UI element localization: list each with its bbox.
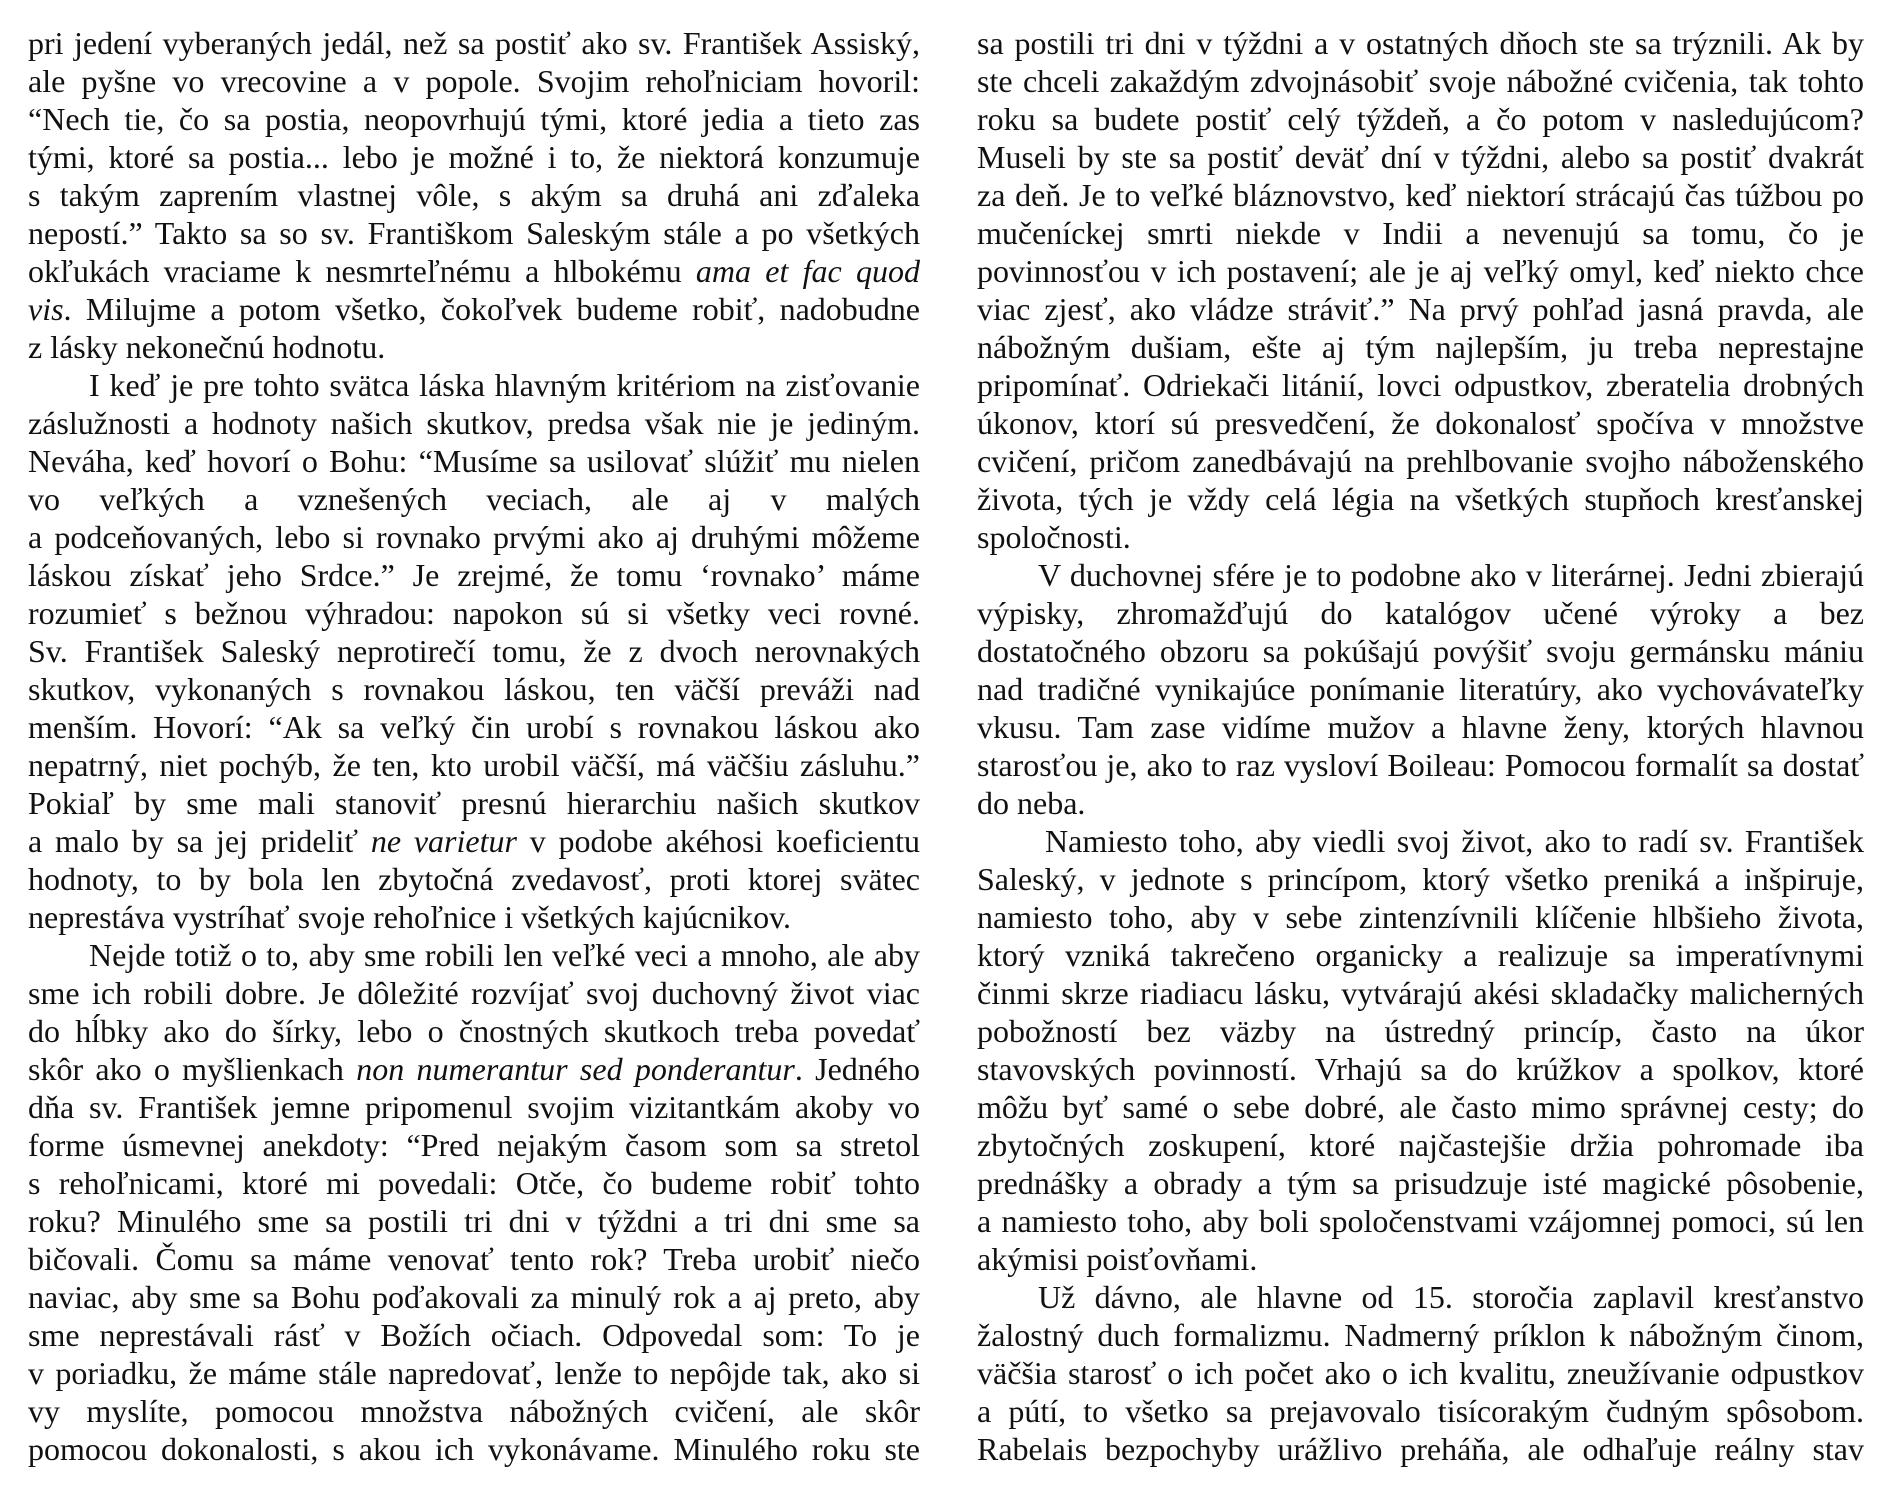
text-line-content xyxy=(1045,822,1864,860)
text-segment: povinnosťou v ich postavení; ale je aj veľký omyl, keď niekto chce xyxy=(977,253,1864,289)
text-line-content xyxy=(28,290,920,328)
text-line-content xyxy=(1038,1278,1864,1316)
text-line xyxy=(28,594,920,632)
text-segment: láskou získať jeho Srdce.” Je zrejmé, že tomu ‘rovnako’ máme xyxy=(28,557,920,593)
text-segment: Pokiaľ by sme mali stanoviť presnú hierarchiu našich skutkov xyxy=(28,785,920,821)
text-line xyxy=(28,100,920,138)
text-line-content xyxy=(1038,556,1864,594)
text-line-content xyxy=(977,974,1864,1012)
text-segment: môžu byť samé o sebe dobré, ale často mimo správnej cesty; do xyxy=(977,1089,1864,1125)
text-segment: okľukách vraciame k nesmrteľnému a hlbokému xyxy=(28,253,696,289)
text-segment: akýmisi poisťovňami. xyxy=(977,1241,1258,1277)
text-line-content xyxy=(977,670,1864,708)
text-line xyxy=(977,860,1864,898)
text-line-content xyxy=(28,746,920,784)
text-line xyxy=(977,404,1864,442)
text-line-content xyxy=(977,176,1864,214)
text-line-content xyxy=(977,1430,1864,1468)
text-line-content xyxy=(977,1316,1864,1354)
text-segment: pri jedení vyberaných jedál, než sa postiť ako sv. František Assiský, xyxy=(28,25,920,61)
text-line xyxy=(977,784,1864,822)
text-segment: nepatrný, niet pochýb, že ten, kto urobil väčší, má väčšiu zásluhu.” xyxy=(28,747,920,783)
text-line xyxy=(28,62,920,100)
text-line-content xyxy=(977,632,1864,670)
text-segment: starosťou je, ako to raz vysloví Boileau: Pomocou formalít sa dostať xyxy=(977,747,1864,783)
text-line xyxy=(977,1240,1864,1278)
text-line xyxy=(977,632,1864,670)
text-line xyxy=(977,1316,1864,1354)
text-segment: tými, ktoré sa postia... lebo je možné i to, že niektorá konzumuje xyxy=(28,139,920,175)
text-line xyxy=(28,708,920,746)
text-line xyxy=(28,1278,920,1316)
text-segment: úkonov, ktorí sú presvedčení, že dokonalosť spočíva v množstve xyxy=(977,405,1864,441)
text-line-content xyxy=(28,1050,920,1088)
text-line xyxy=(977,518,1864,556)
text-line-content xyxy=(977,708,1864,746)
text-line xyxy=(977,480,1864,518)
text-segment: vo veľkých a vznešených veciach, ale aj v malých xyxy=(28,481,920,517)
text-segment: I keď je pre tohto svätca láska hlavným kritériom na zisťovanie xyxy=(89,367,920,403)
text-segment: forme úsmevnej anekdoty: “Pred nejakým časom som sa stretol xyxy=(28,1127,920,1163)
text-segment: s rehoľnicami, ktoré mi povedali: Otče, čo budeme robiť tohto xyxy=(28,1165,920,1201)
text-line xyxy=(28,1164,920,1202)
text-line xyxy=(28,632,920,670)
text-line-content xyxy=(28,860,920,898)
text-segment: prednášky a obrady a tým sa prisudzuje isté magické pôsobenie, xyxy=(977,1165,1864,1201)
text-line-content xyxy=(28,176,920,214)
text-line-content xyxy=(977,252,1864,290)
italic-phrase: ama et fac quod xyxy=(695,253,921,289)
text-line-content xyxy=(977,328,1864,366)
text-segment: skôr ako o myšlienkach xyxy=(28,1051,357,1087)
text-segment: dostatočného obzoru sa pokúšajú povýšiť svoju germánsku mániu xyxy=(977,633,1864,669)
text-segment: . Milujme a potom všetko, čokoľvek budeme robiť, nadobudne xyxy=(63,291,920,327)
text-line-content xyxy=(977,1164,1864,1202)
text-segment: mučeníckej smrti niekde v Indii a nevenujú sa tomu, čo je xyxy=(977,215,1864,251)
text-line-content xyxy=(977,518,1864,556)
text-line xyxy=(28,404,920,442)
text-line xyxy=(28,290,920,328)
text-line xyxy=(977,1202,1864,1240)
text-line xyxy=(977,936,1864,974)
text-line xyxy=(977,594,1864,632)
text-line-content xyxy=(28,100,920,138)
text-segment: pomocou dokonalosti, s akou ich vykonávame. Minulého roku ste xyxy=(28,1431,920,1467)
text-line-content xyxy=(28,670,920,708)
text-line-content xyxy=(28,594,920,632)
text-line xyxy=(28,480,920,518)
text-segment: a namiesto toho, aby boli spoločenstvami vzájomnej pomoci, sú len xyxy=(977,1203,1864,1239)
text-segment: Neváha, keď hovorí o Bohu: “Musíme sa usilovať slúžiť mu nielen xyxy=(28,443,920,479)
text-line xyxy=(977,898,1864,936)
text-segment: a podceňovaných, lebo si rovnako prvými ako aj druhými môžeme xyxy=(28,519,920,555)
text-line-content xyxy=(28,1164,920,1202)
text-line xyxy=(28,138,920,176)
text-line-content xyxy=(28,1240,920,1278)
text-line-content xyxy=(28,62,920,100)
text-line xyxy=(28,24,920,62)
text-segment: V duchovnej sfére je to podobne ako v literárnej. Jedni zbierajú xyxy=(1038,557,1864,593)
text-line-content xyxy=(977,898,1864,936)
text-segment: . Jedného xyxy=(794,1051,921,1087)
text-line-content xyxy=(977,214,1864,252)
text-segment: “Nech tie, čo sa postia, neopovrhujú tými, ktoré jedia a tieto zas xyxy=(28,101,920,137)
text-segment: hodnoty, to by bola len zbytočná zvedavosť, proti ktorej svätec xyxy=(28,861,920,897)
text-line xyxy=(28,1050,920,1088)
text-line-content xyxy=(977,784,1864,822)
text-line xyxy=(28,556,920,594)
text-segment: roku? Minulého sme sa postili tri dni v týždni a tri dni sme sa xyxy=(28,1203,920,1239)
text-line xyxy=(28,1430,920,1468)
text-line-content xyxy=(977,62,1864,100)
text-segment: pripomínať. Odriekači litánií, lovci odpustkov, zberatelia drobných xyxy=(977,367,1864,403)
text-line-content xyxy=(28,1430,920,1468)
text-line xyxy=(977,1354,1864,1392)
text-line xyxy=(977,176,1864,214)
text-segment: života, tých je vždy celá légia na všetkých stupňoch kresťanskej xyxy=(977,481,1864,517)
text-line xyxy=(977,822,1864,860)
text-segment: spoločnosti. xyxy=(977,519,1131,555)
text-line-content xyxy=(89,366,920,404)
italic-phrase: non numerantur sed ponderantur xyxy=(356,1051,795,1087)
text-line-content xyxy=(977,366,1864,404)
text-segment: výpisky, zhromažďujú do katalógov učené výroky a bez xyxy=(977,595,1864,631)
text-line-content xyxy=(28,1316,920,1354)
text-line-content xyxy=(977,1012,1864,1050)
text-line-content xyxy=(28,404,920,442)
text-segment: nábožným dušiam, ešte aj tým najlepším, ju treba neprestajne xyxy=(977,329,1864,365)
text-line xyxy=(977,1088,1864,1126)
text-line-content xyxy=(28,328,920,366)
text-segment: neprestáva vystríhať svoje rehoľnice i všetkých kajúcnikov. xyxy=(28,899,792,935)
text-line xyxy=(977,214,1864,252)
text-line xyxy=(977,1164,1864,1202)
text-line xyxy=(977,1392,1864,1430)
text-line-content xyxy=(977,1202,1864,1240)
text-line xyxy=(977,100,1864,138)
text-line-content xyxy=(977,100,1864,138)
text-segment: skutkov, vykonaných s rovnakou láskou, ten väčší preváži nad xyxy=(28,671,920,707)
text-line-content xyxy=(28,556,920,594)
text-segment: v podobe akéhosi koeficientu xyxy=(516,823,921,859)
text-segment: bičovali. Čomu sa máme venovať tento rok? Treba urobiť niečo xyxy=(28,1241,920,1277)
text-segment: vkusu. Tam zase vidíme mužov a hlavne ženy, ktorých hlavnou xyxy=(977,709,1864,745)
text-line xyxy=(28,936,920,974)
text-segment: sme ich robili dobre. Je dôležité rozvíjať svoj duchovný život viac xyxy=(28,975,920,1011)
text-line xyxy=(977,138,1864,176)
text-segment: do hĺbky ako do šírky, lebo o čnostných skutkoch treba povedať xyxy=(28,1013,920,1049)
text-line xyxy=(28,1392,920,1430)
text-line-content xyxy=(28,822,920,860)
left-text-column xyxy=(28,24,920,1468)
text-segment: do neba. xyxy=(977,785,1086,821)
text-segment: žalostný duch formalizmu. Nadmerný príklon k nábožným činom, xyxy=(977,1317,1864,1353)
text-segment: namiesto toho, aby v sebe zintenzívnili klíčenie hlbšieho života, xyxy=(977,899,1864,935)
text-line-content xyxy=(28,138,920,176)
text-line-content xyxy=(977,936,1864,974)
text-line xyxy=(28,366,920,404)
text-line-content xyxy=(977,404,1864,442)
text-line xyxy=(28,1240,920,1278)
text-segment: Namiesto toho, aby viedli svoj život, ako to radí sv. František xyxy=(1045,823,1864,859)
text-line-content xyxy=(89,936,920,974)
text-segment: menším. Hovorí: “Ak sa veľký čin urobí s rovnakou láskou ako xyxy=(28,709,920,745)
text-line-content xyxy=(977,1392,1864,1430)
text-segment: ste chceli zakaždým zdvojnásobiť svoje nábožné cvičenia, tak tohto xyxy=(977,63,1864,99)
text-segment: sa postili tri dni v týždni a v ostatných dňoch ste sa trýznili. Ak by xyxy=(977,25,1864,61)
text-line-content xyxy=(28,1126,920,1164)
text-line-content xyxy=(977,746,1864,784)
text-line-content xyxy=(28,1202,920,1240)
text-segment: ktorý vzniká takrečeno organicky a realizuje sa imperatívnymi xyxy=(977,937,1864,973)
text-line xyxy=(977,1126,1864,1164)
italic-phrase: ne varietur xyxy=(370,823,517,859)
text-line xyxy=(977,328,1864,366)
text-line-content xyxy=(977,1126,1864,1164)
text-line xyxy=(28,670,920,708)
text-line xyxy=(977,1012,1864,1050)
text-line xyxy=(28,1088,920,1126)
text-line-content xyxy=(28,1278,920,1316)
text-segment: Už dávno, ale hlavne od 15. storočia zaplavil kresťanstvo xyxy=(1038,1279,1864,1315)
text-segment: Sv. František Saleský neprotirečí tomu, že z dvoch nerovnakých xyxy=(28,633,920,669)
text-line xyxy=(28,252,920,290)
text-line-content xyxy=(977,1354,1864,1392)
text-segment: sme neprestávali rásť v Božích očiach. Odpovedal som: To je xyxy=(28,1317,920,1353)
text-line-content xyxy=(977,290,1864,328)
text-line xyxy=(28,1202,920,1240)
text-line-content xyxy=(977,1050,1864,1088)
text-line xyxy=(977,1430,1864,1468)
text-line xyxy=(977,24,1864,62)
text-line-content xyxy=(28,1088,920,1126)
text-line-content xyxy=(977,594,1864,632)
text-line xyxy=(28,328,920,366)
text-segment: dňa sv. František jemne pripomenul svojim vizitantkám akoby vo xyxy=(28,1089,920,1125)
text-line xyxy=(28,1354,920,1392)
text-line-content xyxy=(977,442,1864,480)
text-segment: za deň. Je to veľké bláznovstvo, keď niektorí strácajú čas túžbou po xyxy=(977,177,1864,213)
text-line-content xyxy=(977,138,1864,176)
text-line-content xyxy=(977,1240,1864,1278)
text-line xyxy=(977,746,1864,784)
text-line-content xyxy=(28,214,920,252)
text-line xyxy=(28,442,920,480)
italic-phrase: vis xyxy=(28,291,64,327)
text-segment: Museli by ste sa postiť deväť dní v týždni, alebo sa postiť dvakrát xyxy=(977,139,1864,175)
text-line xyxy=(28,1316,920,1354)
text-segment: rozumieť s bežnou výhradou: napokon sú si všetky veci rovné. xyxy=(28,595,920,631)
text-line xyxy=(28,784,920,822)
text-segment: ale pyšne vo vrecovine a v popole. Svojim rehoľniciam hovoril: xyxy=(28,63,920,99)
text-segment: stavovských povinností. Vrhajú sa do krúžkov a spolkov, ktoré xyxy=(977,1051,1864,1087)
text-line-content xyxy=(28,518,920,556)
text-line xyxy=(28,746,920,784)
text-segment: pobožností bez väzby na ústredný princíp, často na úkor xyxy=(977,1013,1864,1049)
text-line-content xyxy=(977,480,1864,518)
text-segment: väčšia starosť o ich počet ako o ich kvalitu, zneužívanie odpustkov xyxy=(977,1355,1864,1391)
text-line xyxy=(28,214,920,252)
text-line-content xyxy=(28,974,920,1012)
text-line-content xyxy=(28,1392,920,1430)
text-segment: záslužnosti a hodnoty našich skutkov, predsa však nie je jediným. xyxy=(28,405,920,441)
text-line xyxy=(28,860,920,898)
text-line-content xyxy=(977,860,1864,898)
text-line-content xyxy=(28,24,920,62)
text-line-content xyxy=(28,632,920,670)
text-line xyxy=(977,62,1864,100)
text-line xyxy=(977,974,1864,1012)
text-segment: nepostí.” Takto sa so sv. Františkom Saleským stále a po všetkých xyxy=(28,215,920,251)
text-line xyxy=(977,670,1864,708)
text-segment: a pútí, to všetko sa prejavovalo tisícorakým čudným spôsobom. xyxy=(977,1393,1864,1429)
text-line xyxy=(977,1050,1864,1088)
text-line-content xyxy=(28,1012,920,1050)
text-line-content xyxy=(28,442,920,480)
text-line xyxy=(977,252,1864,290)
text-segment: roku sa budete postiť celý týždeň, a čo potom v nasledujúcom? xyxy=(977,101,1864,137)
text-segment: Saleský, v jednote s princípom, ktorý všetko preniká a inšpiruje, xyxy=(977,861,1864,897)
text-segment: naviac, aby sme sa Bohu poďakovali za minulý rok a aj preto, aby xyxy=(28,1279,920,1315)
text-line xyxy=(28,518,920,556)
text-line xyxy=(28,898,920,936)
text-segment: viac zjesť, ako vládze stráviť.” Na prvý pohľad jasná pravda, ale xyxy=(977,291,1864,327)
text-line xyxy=(28,176,920,214)
right-text-column xyxy=(977,24,1864,1468)
text-line xyxy=(977,708,1864,746)
text-line xyxy=(977,1278,1864,1316)
text-segment: nad tradičné vynikajúce ponímanie literatúry, ako vychovávateľky xyxy=(977,671,1864,707)
text-line xyxy=(28,1012,920,1050)
text-segment: s takým zaprením vlastnej vôle, s akým sa druhá ani zďaleka xyxy=(28,177,920,213)
text-line-content xyxy=(28,708,920,746)
text-line-content xyxy=(28,480,920,518)
text-segment: v poriadku, že máme stále napredovať, lenže to nepôjde tak, ako si xyxy=(28,1355,920,1391)
text-segment: z lásky nekonečnú hodnotu. xyxy=(28,329,386,365)
text-line xyxy=(977,442,1864,480)
text-segment: Rabelais bezpochyby urážlivo preháňa, ale odhaľuje reálny stav xyxy=(977,1431,1864,1467)
text-line-content xyxy=(977,1088,1864,1126)
text-line-content xyxy=(977,24,1864,62)
text-segment: a malo by sa jej prideliť xyxy=(28,823,371,859)
text-line-content xyxy=(28,784,920,822)
text-segment: zbytočných zoskupení, ktoré najčastejšie držia pohromade iba xyxy=(977,1127,1864,1163)
text-line xyxy=(977,556,1864,594)
text-line-content xyxy=(28,1354,920,1392)
text-line xyxy=(977,366,1864,404)
text-line-content xyxy=(28,252,920,290)
text-line xyxy=(977,290,1864,328)
text-segment: vy myslíte, pomocou množstva nábožných cvičení, ale skôr xyxy=(28,1393,920,1429)
text-line xyxy=(28,974,920,1012)
text-segment: činmi skrze riadiacu lásku, vytvárajú akési skladačky malicherných xyxy=(977,975,1864,1011)
text-line-content xyxy=(28,898,920,936)
text-line xyxy=(28,1126,920,1164)
text-segment: cvičení, pričom zanedbávajú na prehlbovanie svojho náboženského xyxy=(977,443,1864,479)
text-line xyxy=(28,822,920,860)
text-segment: Nejde totiž o to, aby sme robili len veľké veci a mnoho, ale aby xyxy=(89,937,920,973)
